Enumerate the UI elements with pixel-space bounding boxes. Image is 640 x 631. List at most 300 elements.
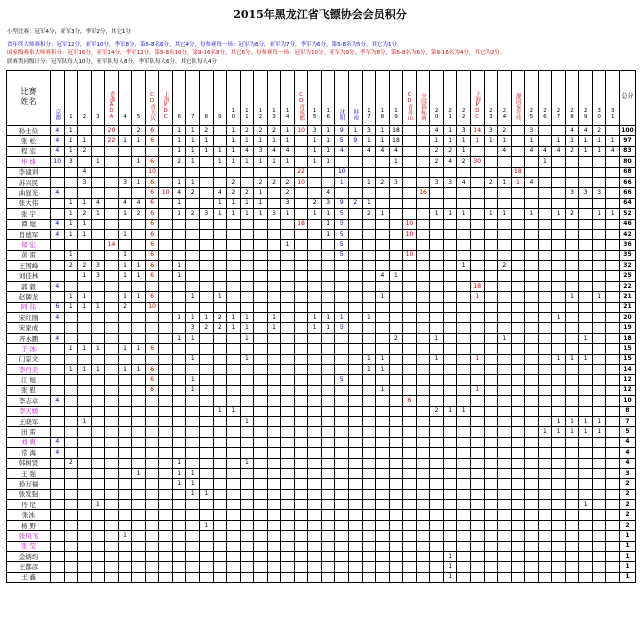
score-cell: 3 bbox=[186, 323, 200, 333]
score-cell bbox=[403, 188, 417, 198]
score-cell bbox=[579, 344, 593, 354]
score-cell: 1 bbox=[552, 354, 566, 364]
score-cell bbox=[498, 562, 512, 572]
score-cell bbox=[132, 541, 146, 551]
score-cell: 1 bbox=[172, 313, 186, 323]
score-cell bbox=[294, 562, 308, 572]
score-cell: 6 bbox=[145, 229, 159, 239]
score-cell bbox=[227, 354, 241, 364]
score-cell bbox=[132, 354, 146, 364]
score-cell bbox=[118, 157, 132, 167]
score-cell bbox=[525, 562, 539, 572]
score-cell bbox=[91, 333, 105, 343]
member-name: 刘佳林 bbox=[7, 271, 51, 281]
score-cell bbox=[308, 448, 322, 458]
score-cell bbox=[308, 271, 322, 281]
score-cell bbox=[403, 562, 417, 572]
score-cell bbox=[349, 302, 363, 312]
score-cell: 2 bbox=[498, 261, 512, 271]
score-cell bbox=[525, 219, 539, 229]
score-cell bbox=[213, 364, 227, 374]
score-cell bbox=[579, 479, 593, 489]
score-cell: 1 bbox=[308, 323, 322, 333]
score-cell bbox=[240, 281, 254, 291]
score-cell bbox=[64, 354, 78, 364]
total-score: 2 bbox=[619, 500, 635, 510]
score-cell: 2 bbox=[349, 198, 363, 208]
score-cell bbox=[294, 510, 308, 520]
score-cell: 1 bbox=[186, 385, 200, 395]
member-name: 阿 伟 bbox=[7, 302, 51, 312]
score-cell bbox=[416, 229, 430, 239]
score-cell bbox=[389, 209, 403, 219]
score-cell bbox=[281, 344, 295, 354]
score-cell bbox=[403, 531, 417, 541]
score-cell: 2 bbox=[281, 177, 295, 187]
score-cell bbox=[308, 177, 322, 187]
score-cell bbox=[457, 416, 471, 426]
member-name: 王都彦 bbox=[7, 562, 51, 572]
score-cell bbox=[552, 572, 566, 582]
score-cell bbox=[132, 333, 146, 343]
score-cell bbox=[91, 313, 105, 323]
score-cell bbox=[186, 500, 200, 510]
column-header bbox=[294, 71, 308, 126]
score-cell bbox=[321, 261, 335, 271]
score-cell: 4 bbox=[51, 229, 65, 239]
total-score: 5 bbox=[619, 427, 635, 437]
score-cell: 1 bbox=[579, 333, 593, 343]
score-cell bbox=[254, 510, 268, 520]
score-cell bbox=[443, 250, 457, 260]
score-cell bbox=[105, 323, 119, 333]
score-cell bbox=[592, 437, 606, 447]
score-cell bbox=[362, 250, 376, 260]
score-cell: 3 bbox=[525, 126, 539, 136]
score-cell bbox=[145, 406, 159, 416]
score-cell bbox=[267, 250, 281, 260]
score-cell bbox=[362, 552, 376, 562]
score-cell bbox=[294, 489, 308, 499]
score-cell bbox=[376, 531, 390, 541]
score-cell bbox=[349, 375, 363, 385]
score-cell bbox=[362, 510, 376, 520]
score-cell bbox=[484, 292, 498, 302]
score-cell bbox=[606, 510, 620, 520]
total-score: 80 bbox=[619, 157, 635, 167]
score-cell bbox=[294, 427, 308, 437]
score-cell bbox=[281, 250, 295, 260]
score-cell bbox=[51, 209, 65, 219]
score-cell: 1 bbox=[579, 354, 593, 364]
score-cell bbox=[321, 167, 335, 177]
score-cell: 1 bbox=[118, 209, 132, 219]
total-score: 15 bbox=[619, 354, 635, 364]
score-cell bbox=[294, 323, 308, 333]
score-cell bbox=[213, 240, 227, 250]
table-row bbox=[7, 489, 636, 499]
score-cell bbox=[416, 146, 430, 156]
score-cell bbox=[145, 427, 159, 437]
score-cell bbox=[538, 396, 552, 406]
score-cell bbox=[78, 468, 92, 478]
score-cell bbox=[267, 333, 281, 343]
score-cell: 1 bbox=[64, 146, 78, 156]
score-cell bbox=[132, 510, 146, 520]
score-cell bbox=[565, 250, 579, 260]
table-row bbox=[7, 157, 636, 167]
score-cell bbox=[443, 271, 457, 281]
score-cell bbox=[349, 271, 363, 281]
score-cell bbox=[416, 333, 430, 343]
score-cell: 4 bbox=[240, 146, 254, 156]
score-cell bbox=[606, 177, 620, 187]
score-cell bbox=[145, 562, 159, 572]
score-cell bbox=[227, 250, 241, 260]
total-score: 83 bbox=[619, 146, 635, 156]
score-cell bbox=[511, 188, 525, 198]
score-cell bbox=[335, 510, 349, 520]
score-cell bbox=[430, 448, 444, 458]
score-cell: 1 bbox=[281, 157, 295, 167]
score-cell bbox=[416, 219, 430, 229]
score-cell bbox=[389, 167, 403, 177]
score-cell bbox=[443, 261, 457, 271]
score-cell bbox=[213, 126, 227, 136]
score-cell bbox=[118, 500, 132, 510]
score-cell bbox=[254, 302, 268, 312]
score-cell bbox=[321, 448, 335, 458]
score-cell bbox=[484, 489, 498, 499]
score-cell bbox=[321, 437, 335, 447]
score-cell bbox=[78, 489, 92, 499]
member-name: 张 宇 bbox=[7, 209, 51, 219]
score-cell bbox=[403, 364, 417, 374]
score-cell: 1 bbox=[525, 209, 539, 219]
score-cell bbox=[145, 448, 159, 458]
score-cell: 1 bbox=[443, 552, 457, 562]
column-header-label: 23 bbox=[487, 108, 494, 120]
score-cell: 1 bbox=[443, 209, 457, 219]
score-cell: 6 bbox=[145, 188, 159, 198]
score-cell: 6 bbox=[145, 344, 159, 354]
member-name: 杨 野 bbox=[7, 520, 51, 530]
total-score: 7 bbox=[619, 416, 635, 426]
score-cell bbox=[132, 531, 146, 541]
page-title: 2015年黑龙江省飞镖协会会员积分 bbox=[233, 8, 407, 21]
score-cell bbox=[254, 562, 268, 572]
score-cell bbox=[254, 479, 268, 489]
score-cell bbox=[403, 157, 417, 167]
score-cell bbox=[362, 188, 376, 198]
score-cell bbox=[484, 458, 498, 468]
score-cell bbox=[118, 126, 132, 136]
score-cell bbox=[294, 333, 308, 343]
score-cell: 4 bbox=[606, 146, 620, 156]
score-cell bbox=[64, 541, 78, 551]
score-cell: 4 bbox=[579, 126, 593, 136]
score-cell bbox=[267, 458, 281, 468]
score-cell bbox=[186, 302, 200, 312]
score-cell bbox=[213, 281, 227, 291]
score-cell bbox=[281, 489, 295, 499]
score-cell: 1 bbox=[132, 364, 146, 374]
score-cell: 1 bbox=[213, 198, 227, 208]
score-cell bbox=[51, 375, 65, 385]
score-cell bbox=[525, 188, 539, 198]
table-row bbox=[7, 126, 636, 136]
score-cell bbox=[565, 240, 579, 250]
score-cell bbox=[240, 489, 254, 499]
score-cell bbox=[172, 375, 186, 385]
score-cell bbox=[159, 281, 173, 291]
score-cell bbox=[294, 157, 308, 167]
score-cell bbox=[579, 240, 593, 250]
score-cell bbox=[565, 541, 579, 551]
score-cell bbox=[552, 396, 566, 406]
score-cell bbox=[267, 406, 281, 416]
score-table bbox=[6, 70, 636, 583]
score-cell bbox=[430, 510, 444, 520]
score-cell: 2 bbox=[186, 188, 200, 198]
score-cell: 1 bbox=[552, 416, 566, 426]
score-cell bbox=[240, 375, 254, 385]
score-cell bbox=[457, 313, 471, 323]
score-cell: 2 bbox=[565, 209, 579, 219]
score-cell bbox=[321, 479, 335, 489]
score-cell bbox=[267, 229, 281, 239]
score-cell: 1 bbox=[443, 126, 457, 136]
score-cell: 3 bbox=[362, 126, 376, 136]
score-cell bbox=[606, 520, 620, 530]
score-cell bbox=[511, 479, 525, 489]
score-cell bbox=[240, 292, 254, 302]
score-cell bbox=[267, 552, 281, 562]
score-cell bbox=[200, 375, 214, 385]
score-cell bbox=[308, 489, 322, 499]
score-cell bbox=[64, 188, 78, 198]
score-cell: 1 bbox=[91, 344, 105, 354]
score-cell bbox=[606, 468, 620, 478]
score-cell bbox=[254, 437, 268, 447]
column-header-label: 2 bbox=[81, 114, 88, 120]
score-cell bbox=[159, 385, 173, 395]
score-cell: 1 bbox=[362, 313, 376, 323]
column-header bbox=[389, 71, 403, 126]
score-cell bbox=[254, 323, 268, 333]
score-cell bbox=[172, 489, 186, 499]
score-cell bbox=[105, 209, 119, 219]
score-cell bbox=[335, 489, 349, 499]
score-cell bbox=[376, 188, 390, 198]
score-cell: 1 bbox=[172, 126, 186, 136]
score-cell bbox=[213, 427, 227, 437]
score-cell bbox=[470, 323, 484, 333]
score-cell bbox=[172, 416, 186, 426]
score-cell bbox=[484, 250, 498, 260]
score-cell bbox=[565, 344, 579, 354]
score-cell bbox=[64, 385, 78, 395]
score-cell bbox=[579, 198, 593, 208]
score-cell bbox=[389, 562, 403, 572]
score-cell bbox=[484, 427, 498, 437]
score-cell bbox=[443, 240, 457, 250]
score-cell bbox=[538, 375, 552, 385]
score-cell bbox=[118, 323, 132, 333]
score-cell bbox=[498, 510, 512, 520]
score-cell bbox=[376, 427, 390, 437]
score-cell bbox=[227, 416, 241, 426]
score-cell bbox=[91, 292, 105, 302]
table-row bbox=[7, 406, 636, 416]
score-cell bbox=[321, 333, 335, 343]
score-cell bbox=[172, 344, 186, 354]
score-cell: 1 bbox=[281, 136, 295, 146]
column-header-label: 韩南 bbox=[352, 109, 359, 120]
score-cell bbox=[579, 406, 593, 416]
score-cell bbox=[349, 281, 363, 291]
score-cell bbox=[159, 261, 173, 271]
score-cell bbox=[227, 500, 241, 510]
score-cell bbox=[172, 364, 186, 374]
score-cell: 6 bbox=[145, 157, 159, 167]
score-cell bbox=[294, 188, 308, 198]
score-cell bbox=[511, 396, 525, 406]
score-cell bbox=[213, 531, 227, 541]
score-cell bbox=[389, 437, 403, 447]
score-cell bbox=[335, 396, 349, 406]
score-cell bbox=[565, 489, 579, 499]
score-cell bbox=[349, 510, 363, 520]
score-cell bbox=[484, 572, 498, 582]
score-cell bbox=[430, 489, 444, 499]
score-cell bbox=[362, 406, 376, 416]
score-cell bbox=[511, 427, 525, 437]
score-cell: 1 bbox=[254, 136, 268, 146]
score-cell bbox=[213, 468, 227, 478]
score-cell bbox=[484, 396, 498, 406]
score-cell: 1 bbox=[457, 209, 471, 219]
score-cell bbox=[498, 427, 512, 437]
score-cell bbox=[132, 416, 146, 426]
score-cell bbox=[118, 240, 132, 250]
score-cell bbox=[470, 240, 484, 250]
score-cell bbox=[281, 416, 295, 426]
table-row bbox=[7, 198, 636, 208]
rule-line-national: 国家级赛事大师赛积分：冠军16分，亚军14分，季军12分，第5-8名10分，第9-16名8分，其它6分，每参赛每一场：冠军为10分，亚军为9分，季军为8分，第5-8名为6分，第9-16名为4分，其它为2分。 bbox=[7, 50, 506, 56]
score-cell bbox=[200, 458, 214, 468]
score-cell bbox=[172, 354, 186, 364]
score-cell bbox=[430, 219, 444, 229]
rule-line-provincial: 省年终大师赛积分：冠军12分，亚军10分，季军8分，第5-8名6分，其它4分，每参赛每一场：冠军为8分，亚军为7分，季军为6分，第5-8名为5分，其它为1分。 bbox=[7, 42, 403, 48]
score-cell: 14 bbox=[470, 126, 484, 136]
score-cell bbox=[145, 479, 159, 489]
score-cell bbox=[267, 489, 281, 499]
score-cell bbox=[186, 437, 200, 447]
score-cell bbox=[267, 479, 281, 489]
score-cell bbox=[159, 313, 173, 323]
score-cell bbox=[538, 437, 552, 447]
score-cell: 1 bbox=[118, 344, 132, 354]
score-cell bbox=[132, 385, 146, 395]
score-cell bbox=[606, 157, 620, 167]
score-cell bbox=[403, 126, 417, 136]
score-cell bbox=[213, 552, 227, 562]
score-cell: 4 bbox=[132, 198, 146, 208]
score-cell bbox=[579, 562, 593, 572]
score-cell: 4 bbox=[51, 126, 65, 136]
score-cell bbox=[308, 188, 322, 198]
score-cell bbox=[335, 333, 349, 343]
score-cell bbox=[240, 427, 254, 437]
score-cell: 1 bbox=[430, 354, 444, 364]
score-cell: 18 bbox=[294, 219, 308, 229]
score-cell bbox=[213, 562, 227, 572]
score-cell bbox=[240, 250, 254, 260]
score-cell bbox=[484, 323, 498, 333]
score-cell bbox=[267, 354, 281, 364]
score-cell bbox=[470, 198, 484, 208]
score-cell bbox=[78, 354, 92, 364]
score-cell bbox=[227, 479, 241, 489]
score-cell: 3 bbox=[267, 209, 281, 219]
score-cell bbox=[403, 302, 417, 312]
score-cell bbox=[172, 562, 186, 572]
score-cell: 1 bbox=[186, 333, 200, 343]
column-header bbox=[552, 71, 566, 126]
score-cell bbox=[105, 427, 119, 437]
score-cell bbox=[552, 188, 566, 198]
score-cell bbox=[403, 448, 417, 458]
score-cell bbox=[498, 572, 512, 582]
score-cell bbox=[511, 354, 525, 364]
score-cell bbox=[552, 479, 566, 489]
score-cell bbox=[159, 292, 173, 302]
total-score: 1 bbox=[619, 562, 635, 572]
total-score: 10 bbox=[619, 396, 635, 406]
score-cell bbox=[416, 250, 430, 260]
score-cell bbox=[484, 406, 498, 416]
score-cell: 1 bbox=[227, 323, 241, 333]
score-cell: 1 bbox=[308, 157, 322, 167]
score-cell bbox=[389, 344, 403, 354]
score-cell bbox=[254, 261, 268, 271]
score-cell: 1 bbox=[132, 271, 146, 281]
score-cell bbox=[51, 385, 65, 395]
score-cell bbox=[538, 385, 552, 395]
score-cell bbox=[403, 198, 417, 208]
score-cell bbox=[538, 552, 552, 562]
score-cell bbox=[525, 500, 539, 510]
column-header-label: 6 bbox=[176, 114, 183, 120]
score-cell: 1 bbox=[362, 177, 376, 187]
score-cell bbox=[349, 209, 363, 219]
score-cell bbox=[200, 354, 214, 364]
score-cell bbox=[254, 541, 268, 551]
total-score: 3 bbox=[619, 468, 635, 478]
score-cell bbox=[186, 396, 200, 406]
score-cell bbox=[389, 552, 403, 562]
score-cell bbox=[145, 323, 159, 333]
score-cell: 4 bbox=[430, 126, 444, 136]
score-cell bbox=[376, 552, 390, 562]
score-cell bbox=[443, 188, 457, 198]
score-cell bbox=[443, 385, 457, 395]
score-cell bbox=[64, 489, 78, 499]
score-cell bbox=[91, 281, 105, 291]
score-cell bbox=[118, 219, 132, 229]
score-cell bbox=[267, 448, 281, 458]
